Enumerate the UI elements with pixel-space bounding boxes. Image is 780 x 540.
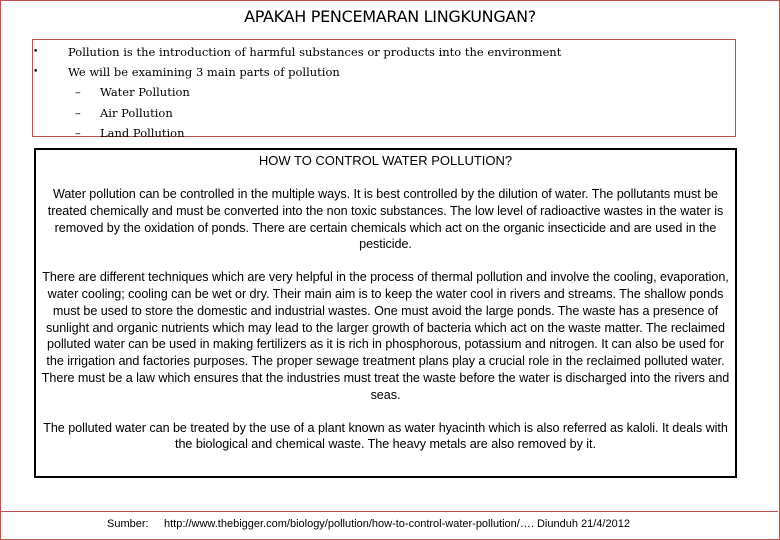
- intro-box: [32, 39, 736, 140]
- bullet-text: We will be examining 3 main parts of pollution: [68, 65, 340, 79]
- paragraph-dilution: Water pollution can be controlled in the multiple ways. It is best controlled by the dilution of water. The pollutants must be treated chemically and must be converted into the non toxic substances. The low level of radioactive wastes in the water is removed by the oxidation of ponds. There are certain chemicals which act on the organic insecticide and are used in the pesticide.: [47, 187, 724, 252]
- content-heading: HOW TO CONTROL WATER POLLUTION?: [258, 153, 513, 168]
- dash-icon: –: [75, 85, 81, 99]
- paragraph-thermal: There are different techniques which are very helpful in the process of thermal pollution and involve the cooling, evaporation, water cooling; cooling can be wet or dry. Their main aim is to keep the water cool in rivers and streams. The shallow ponds must be used to store the domestic and industrial wastes. One must avoid the large ponds. The waste has a presence of sunlight and organic nutrients which may lead to the larger growth of bacteria which act on the waste matter. The reclaimed polluted water can be used in making fertilizers as it is rich in phosphorous, potassium and nitrogen. It can also be used for the irrigation and factories purposes. The proper sewage treatment plans play a crucial role in the reclaimed polluted water. There must be a law which ensures that the industries must treat the waste before the water is discharged into the rivers and seas.: [41, 270, 730, 402]
- dash-icon: –: [75, 106, 81, 120]
- source-link[interactable]: http://www.thebigger.com/biology/pollution/how-to-control-water-pollution/…. Diunduh 21/4/2012: [164, 518, 630, 530]
- content-box: [34, 148, 737, 478]
- dash-icon: –: [75, 126, 81, 140]
- bullet-text: Pollution is the introduction of harmful substances or products into the environment: [68, 45, 562, 59]
- source-label: Sumber:: [107, 518, 149, 530]
- sub-item-text: Water Pollution: [100, 85, 190, 99]
- paragraph-hyacinth: The polluted water can be treated by the use of a plant known as water hyacinth which is also referred as kaloli. It deals with the biological and chemical waste. The heavy metals are also removed by it.: [43, 420, 728, 452]
- source-footer: [0, 511, 778, 538]
- bullet-icon: •: [33, 47, 39, 57]
- sub-item-text: Land Pollution: [100, 126, 185, 140]
- page-title: APAKAH PENCEMARAN LINGKUNGAN?: [244, 7, 536, 26]
- sub-item-text: Air Pollution: [100, 106, 173, 120]
- bullet-icon: •: [33, 67, 39, 77]
